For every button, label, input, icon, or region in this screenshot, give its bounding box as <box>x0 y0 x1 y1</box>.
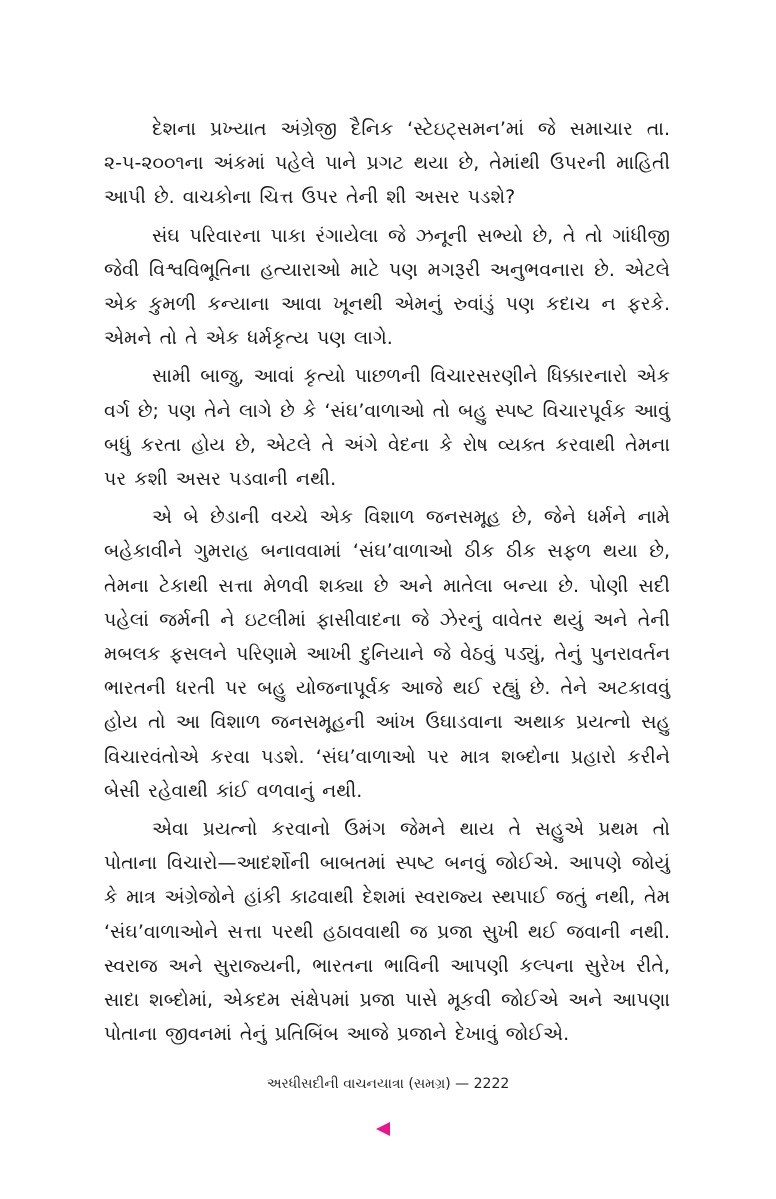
paragraph-4: એ બે છેડાની વચ્ચે એક વિશાળ જનસમૂહ છે, જેને ધર્મને નામે બહેકાવીને ગુમરાહ બનાવવામાં ‘સંઘ’વાળાઓ ઠીક ઠીક સફળ થયા છે, તેમના ટેકાથી સત્તા મેળવી શક્યા છે અને માતેલા બન્યા છે. પોણી સદી પહેલાં જર્મની ને ઇટલીમાં ફાસીવાદના જે ઝેરનું વાવેતર થયું અને તેની મબલક ફસલને પરિણામે આખી દુનિયાને જે વેઠવું પડ્યું, તેનું પુનરાવર્તન ભારતની ધરતી પર બહુ યોજનાપૂર્વક આજે થઈ રહ્યું છે. તેને અટકાવવું હોય તો આ વિશાળ જનસમૂહની આંખ ઉઘાડવાના અથાક પ્રયત્નો સહુ વિચારવંતોએ કરવા પડશે. ‘સંઘ’વાળાઓ પર માત્ર શબ્દોના પ્રહારો કરીને બેસી રહેવાથી કાંઈ વળવાનું નથી. <box>104 506 670 802</box>
paragraph-5: એવા પ્રયત્નો કરવાનો ઉમંગ જેમને થાય તે સહુએ પ્રથમ તો પોતાના વિચારો—આદર્શોની બાબતમાં સ્પષ્ટ બનવું જોઈએ. આપણે જોયું કે માત્ર અંગ્રેજોને હાંકી કાઢવાથી દેશમાં સ્વરાજ્ય સ્થપાઈ જતું નથી, તેમ ‘સંઘ’વાળાઓને સત્તા પરથી હઠાવવાથી જ પ્રજા સુખી થઈ જવાની નથી. સ્વરાજ અને સુરાજ્યની, ભારતના ભાવિની આપણી કલ્પના સુરેખ રીતે, સાદા શબ્દોમાં, એકદમ સંક્ષેપમાં પ્રજા પાસે મૂકવી જોઈએ અને આપણા પોતાના જીવનમાં તેનું પ્રતિબિંબ આજે પ્રજાને દેખાવું જોઈએ. <box>104 818 670 1046</box>
paragraph-3: સામી બાજુ, આવાં કૃત્યો પાછળની વિચારસરણીને ધિક્કારનારો એક વર્ગ છે; પણ તેને લાગે છે કે ‘સંઘ’વાળાઓ તો બહુ સ્પષ્ટ વિચારપૂર્વક આવું બધું કરતા હોય છે, એટલે તે અંગે વેદના કે રોષ વ્યક્ત કરવાથી તેમના પર કશી અસર પડવાની નથી. <box>104 365 670 491</box>
previous-page-icon[interactable] <box>376 1122 390 1136</box>
page-body <box>104 112 670 1055</box>
paragraph-2: સંઘ પરિવારના પાકા રંગાયેલા જે ઝનૂની સભ્યો છે, તે તો ગાંધીજી જેવી વિશ્વવિભૂતિના હત્યારાઓ માટે પણ મગરૂરી અનુભવનારા છે. એટલે એક કુમળી કન્યાના આવા ખૂનથી એમનું રુવાંડું પણ કદાચ ન ફરકે. એમને તો તે એક ધર્મકૃત્ય પણ લાગે. <box>104 224 670 350</box>
paragraph-1: દેશના પ્રખ્યાત અંગ્રેજી દૈનિક ‘સ્ટેઇટ્સમન’માં જે સમાચાર તા. ૨-૫-૨૦૦૧ના અંકમાં પહેલે પાને પ્રગટ થયા છે, તેમાંથી ઉપરની માહિતી આપી છે. વાચકોના ચિત્ત ઉપર તેની શી અસર પડશે? <box>104 118 670 209</box>
page-footer: અરધીસદીની વાચનયાત્રા (સમગ્ર) — 2222 <box>266 1076 510 1092</box>
